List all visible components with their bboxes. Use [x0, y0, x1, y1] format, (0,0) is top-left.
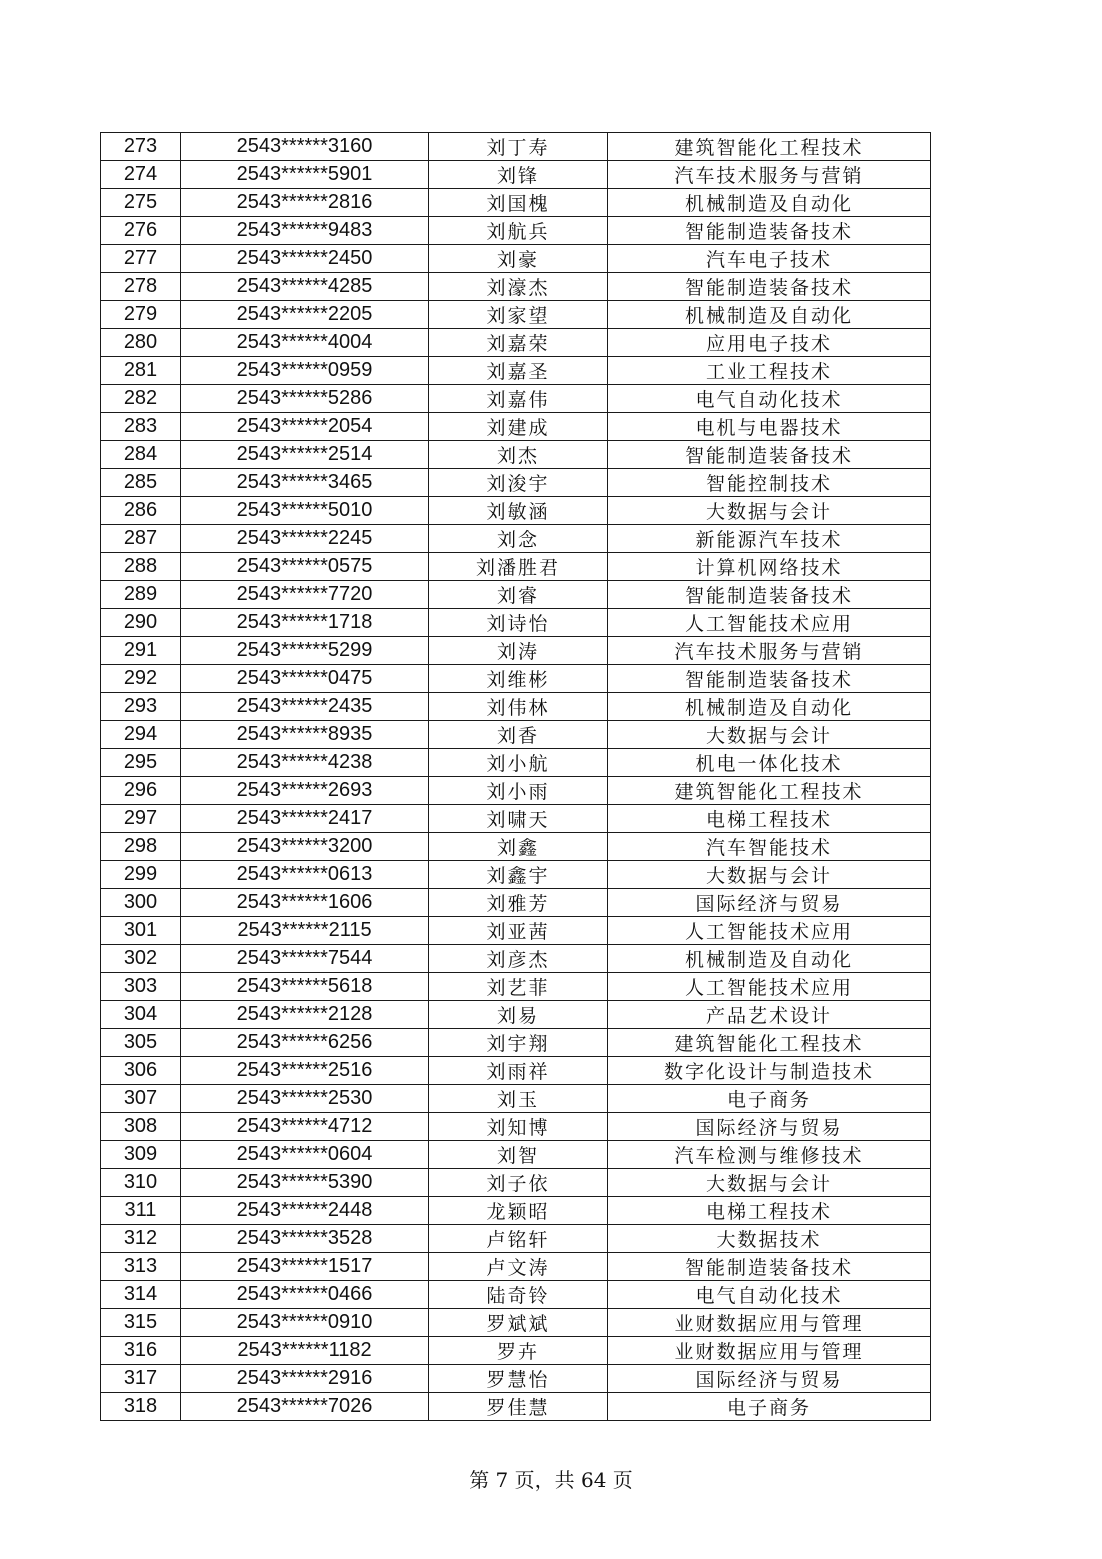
- major-cell: 汽车技术服务与营销: [608, 637, 931, 665]
- student-name-cell: 卢文涛: [429, 1253, 608, 1281]
- major-cell: 国际经济与贸易: [608, 1365, 931, 1393]
- row-number-cell: 287: [101, 525, 181, 553]
- student-name-cell: 刘智: [429, 1141, 608, 1169]
- row-number-cell: 274: [101, 161, 181, 189]
- row-number-cell: 308: [101, 1113, 181, 1141]
- row-number-cell: 273: [101, 133, 181, 161]
- id-number-cell: 2543******2693: [181, 777, 429, 805]
- table-row: [101, 1281, 931, 1309]
- major-cell: 国际经济与贸易: [608, 889, 931, 917]
- major-cell: 汽车智能技术: [608, 833, 931, 861]
- row-number-cell: 295: [101, 749, 181, 777]
- major-cell: 智能制造装备技术: [608, 217, 931, 245]
- id-number-cell: 2543******2205: [181, 301, 429, 329]
- student-name-cell: 刘诗怡: [429, 609, 608, 637]
- student-name-cell: 刘香: [429, 721, 608, 749]
- major-cell: 汽车电子技术: [608, 245, 931, 273]
- table-row: [101, 777, 931, 805]
- row-number-cell: 315: [101, 1309, 181, 1337]
- student-name-cell: 刘杰: [429, 441, 608, 469]
- table-row: [101, 721, 931, 749]
- major-cell: 业财数据应用与管理: [608, 1309, 931, 1337]
- row-number-cell: 286: [101, 497, 181, 525]
- id-number-cell: 2543******1517: [181, 1253, 429, 1281]
- major-cell: 人工智能技术应用: [608, 973, 931, 1001]
- table-row: [101, 161, 931, 189]
- student-name-cell: 刘敏涵: [429, 497, 608, 525]
- table-row: [101, 245, 931, 273]
- id-number-cell: 2543******9483: [181, 217, 429, 245]
- row-number-cell: 297: [101, 805, 181, 833]
- major-cell: 智能制造装备技术: [608, 441, 931, 469]
- table-row: [101, 581, 931, 609]
- major-cell: 智能控制技术: [608, 469, 931, 497]
- major-cell: 电子商务: [608, 1393, 931, 1421]
- major-cell: 大数据与会计: [608, 861, 931, 889]
- student-name-cell: 罗卉: [429, 1337, 608, 1365]
- student-name-cell: 刘子依: [429, 1169, 608, 1197]
- table-row: [101, 973, 931, 1001]
- id-number-cell: 2543******0475: [181, 665, 429, 693]
- row-number-cell: 313: [101, 1253, 181, 1281]
- row-number-cell: 294: [101, 721, 181, 749]
- table-row: [101, 189, 931, 217]
- student-name-cell: 罗慧怡: [429, 1365, 608, 1393]
- table-row: [101, 805, 931, 833]
- student-name-cell: 刘鑫宇: [429, 861, 608, 889]
- major-cell: 国际经济与贸易: [608, 1113, 931, 1141]
- major-cell: 新能源汽车技术: [608, 525, 931, 553]
- major-cell: 电子商务: [608, 1085, 931, 1113]
- row-number-cell: 305: [101, 1029, 181, 1057]
- student-name-cell: 刘潘胜君: [429, 553, 608, 581]
- row-number-cell: 275: [101, 189, 181, 217]
- table-row: [101, 1141, 931, 1169]
- id-number-cell: 2543******3528: [181, 1225, 429, 1253]
- id-number-cell: 2543******0613: [181, 861, 429, 889]
- row-number-cell: 292: [101, 665, 181, 693]
- major-cell: 建筑智能化工程技术: [608, 133, 931, 161]
- student-name-cell: 刘国槐: [429, 189, 608, 217]
- row-number-cell: 283: [101, 413, 181, 441]
- student-name-cell: 刘亚茜: [429, 917, 608, 945]
- major-cell: 电梯工程技术: [608, 1197, 931, 1225]
- id-number-cell: 2543******5286: [181, 385, 429, 413]
- table-row: [101, 357, 931, 385]
- table-row: [101, 329, 931, 357]
- table-row: [101, 469, 931, 497]
- table-row: [101, 217, 931, 245]
- id-number-cell: 2543******2115: [181, 917, 429, 945]
- student-name-cell: 刘啸天: [429, 805, 608, 833]
- major-cell: 机械制造及自动化: [608, 945, 931, 973]
- student-name-cell: 刘嘉伟: [429, 385, 608, 413]
- student-name-cell: 刘睿: [429, 581, 608, 609]
- row-number-cell: 302: [101, 945, 181, 973]
- major-cell: 建筑智能化工程技术: [608, 1029, 931, 1057]
- id-number-cell: 2543******6256: [181, 1029, 429, 1057]
- student-name-cell: 刘雅芳: [429, 889, 608, 917]
- major-cell: 业财数据应用与管理: [608, 1337, 931, 1365]
- row-number-cell: 298: [101, 833, 181, 861]
- row-number-cell: 276: [101, 217, 181, 245]
- id-number-cell: 2543******0604: [181, 1141, 429, 1169]
- table-row: [101, 1113, 931, 1141]
- student-name-cell: 刘艺菲: [429, 973, 608, 1001]
- id-number-cell: 2543******2128: [181, 1001, 429, 1029]
- student-name-cell: 刘家望: [429, 301, 608, 329]
- student-name-cell: 刘小雨: [429, 777, 608, 805]
- major-cell: 机械制造及自动化: [608, 301, 931, 329]
- table-row: [101, 693, 931, 721]
- major-cell: 产品艺术设计: [608, 1001, 931, 1029]
- table-row: [101, 497, 931, 525]
- id-number-cell: 2543******4712: [181, 1113, 429, 1141]
- table-row: [101, 665, 931, 693]
- row-number-cell: 278: [101, 273, 181, 301]
- id-number-cell: 2543******5901: [181, 161, 429, 189]
- row-number-cell: 307: [101, 1085, 181, 1113]
- table-row: [101, 1337, 931, 1365]
- page-number-footer: 第 7 页，共 64 页: [469, 1468, 633, 1492]
- major-cell: 汽车技术服务与营销: [608, 161, 931, 189]
- row-number-cell: 309: [101, 1141, 181, 1169]
- roster-table-body: [101, 133, 931, 1421]
- row-number-cell: 291: [101, 637, 181, 665]
- row-number-cell: 312: [101, 1225, 181, 1253]
- row-number-cell: 290: [101, 609, 181, 637]
- table-row: [101, 749, 931, 777]
- table-row: [101, 133, 931, 161]
- student-name-cell: 刘浚宇: [429, 469, 608, 497]
- roster-table: [100, 132, 931, 1421]
- student-name-cell: 刘雨祥: [429, 1057, 608, 1085]
- student-name-cell: 刘锋: [429, 161, 608, 189]
- major-cell: 大数据与会计: [608, 497, 931, 525]
- id-number-cell: 2543******3465: [181, 469, 429, 497]
- row-number-cell: 284: [101, 441, 181, 469]
- row-number-cell: 304: [101, 1001, 181, 1029]
- major-cell: 电气自动化技术: [608, 385, 931, 413]
- student-name-cell: 罗佳慧: [429, 1393, 608, 1421]
- student-name-cell: 刘鑫: [429, 833, 608, 861]
- student-name-cell: 刘涛: [429, 637, 608, 665]
- table-row: [101, 1393, 931, 1421]
- student-name-cell: 刘彦杰: [429, 945, 608, 973]
- row-number-cell: 280: [101, 329, 181, 357]
- table-row: [101, 861, 931, 889]
- row-number-cell: 316: [101, 1337, 181, 1365]
- table-row: [101, 1253, 931, 1281]
- table-row: [101, 525, 931, 553]
- id-number-cell: 2543******2916: [181, 1365, 429, 1393]
- student-name-cell: 刘易: [429, 1001, 608, 1029]
- row-number-cell: 311: [101, 1197, 181, 1225]
- id-number-cell: 2543******2417: [181, 805, 429, 833]
- id-number-cell: 2543******0910: [181, 1309, 429, 1337]
- id-number-cell: 2543******1182: [181, 1337, 429, 1365]
- table-row: [101, 413, 931, 441]
- table-row: [101, 1197, 931, 1225]
- table-row: [101, 833, 931, 861]
- table-row: [101, 609, 931, 637]
- major-cell: 大数据与会计: [608, 1169, 931, 1197]
- id-number-cell: 2543******2514: [181, 441, 429, 469]
- student-name-cell: 龙颖昭: [429, 1197, 608, 1225]
- table-row: [101, 1309, 931, 1337]
- row-number-cell: 301: [101, 917, 181, 945]
- row-number-cell: 314: [101, 1281, 181, 1309]
- id-number-cell: 2543******2435: [181, 693, 429, 721]
- id-number-cell: 2543******4238: [181, 749, 429, 777]
- row-number-cell: 318: [101, 1393, 181, 1421]
- major-cell: 智能制造装备技术: [608, 273, 931, 301]
- id-number-cell: 2543******7026: [181, 1393, 429, 1421]
- major-cell: 智能制造装备技术: [608, 665, 931, 693]
- student-name-cell: 罗斌斌: [429, 1309, 608, 1337]
- major-cell: 机械制造及自动化: [608, 693, 931, 721]
- student-name-cell: 刘宇翔: [429, 1029, 608, 1057]
- major-cell: 计算机网络技术: [608, 553, 931, 581]
- student-name-cell: 刘豪: [429, 245, 608, 273]
- id-number-cell: 2543******0466: [181, 1281, 429, 1309]
- major-cell: 工业工程技术: [608, 357, 931, 385]
- table-row: [101, 1001, 931, 1029]
- id-number-cell: 2543******2816: [181, 189, 429, 217]
- row-number-cell: 285: [101, 469, 181, 497]
- table-row: [101, 889, 931, 917]
- table-row: [101, 1057, 931, 1085]
- row-number-cell: 300: [101, 889, 181, 917]
- student-name-cell: 陆奇铃: [429, 1281, 608, 1309]
- row-number-cell: 277: [101, 245, 181, 273]
- major-cell: 机械制造及自动化: [608, 189, 931, 217]
- id-number-cell: 2543******5618: [181, 973, 429, 1001]
- table-row: [101, 945, 931, 973]
- major-cell: 人工智能技术应用: [608, 917, 931, 945]
- student-name-cell: 刘濠杰: [429, 273, 608, 301]
- id-number-cell: 2543******2530: [181, 1085, 429, 1113]
- id-number-cell: 2543******0575: [181, 553, 429, 581]
- id-number-cell: 2543******7544: [181, 945, 429, 973]
- id-number-cell: 2543******2516: [181, 1057, 429, 1085]
- student-name-cell: 刘丁寿: [429, 133, 608, 161]
- major-cell: 机电一体化技术: [608, 749, 931, 777]
- row-number-cell: 279: [101, 301, 181, 329]
- major-cell: 电机与电器技术: [608, 413, 931, 441]
- student-name-cell: 刘嘉荣: [429, 329, 608, 357]
- table-row: [101, 637, 931, 665]
- id-number-cell: 2543******0959: [181, 357, 429, 385]
- row-number-cell: 289: [101, 581, 181, 609]
- table-row: [101, 1169, 931, 1197]
- id-number-cell: 2543******4004: [181, 329, 429, 357]
- id-number-cell: 2543******2448: [181, 1197, 429, 1225]
- major-cell: 大数据技术: [608, 1225, 931, 1253]
- major-cell: 电气自动化技术: [608, 1281, 931, 1309]
- table-row: [101, 385, 931, 413]
- id-number-cell: 2543******4285: [181, 273, 429, 301]
- row-number-cell: 317: [101, 1365, 181, 1393]
- table-row: [101, 301, 931, 329]
- id-number-cell: 2543******3160: [181, 133, 429, 161]
- major-cell: 建筑智能化工程技术: [608, 777, 931, 805]
- student-name-cell: 刘伟林: [429, 693, 608, 721]
- major-cell: 汽车检测与维修技术: [608, 1141, 931, 1169]
- student-name-cell: 刘知博: [429, 1113, 608, 1141]
- table-row: [101, 441, 931, 469]
- id-number-cell: 2543******5299: [181, 637, 429, 665]
- student-name-cell: 刘航兵: [429, 217, 608, 245]
- row-number-cell: 303: [101, 973, 181, 1001]
- id-number-cell: 2543******1718: [181, 609, 429, 637]
- id-number-cell: 2543******2245: [181, 525, 429, 553]
- id-number-cell: 2543******5010: [181, 497, 429, 525]
- row-number-cell: 310: [101, 1169, 181, 1197]
- major-cell: 数字化设计与制造技术: [608, 1057, 931, 1085]
- major-cell: 人工智能技术应用: [608, 609, 931, 637]
- student-name-cell: 卢铭轩: [429, 1225, 608, 1253]
- row-number-cell: 288: [101, 553, 181, 581]
- id-number-cell: 2543******2450: [181, 245, 429, 273]
- table-row: [101, 1225, 931, 1253]
- row-number-cell: 293: [101, 693, 181, 721]
- row-number-cell: 296: [101, 777, 181, 805]
- table-row: [101, 1029, 931, 1057]
- student-name-cell: 刘小航: [429, 749, 608, 777]
- student-name-cell: 刘玉: [429, 1085, 608, 1113]
- table-row: [101, 917, 931, 945]
- id-number-cell: 2543******1606: [181, 889, 429, 917]
- student-name-cell: 刘嘉圣: [429, 357, 608, 385]
- student-name-cell: 刘维彬: [429, 665, 608, 693]
- table-row: [101, 1365, 931, 1393]
- id-number-cell: 2543******5390: [181, 1169, 429, 1197]
- student-name-cell: 刘念: [429, 525, 608, 553]
- major-cell: 智能制造装备技术: [608, 581, 931, 609]
- major-cell: 应用电子技术: [608, 329, 931, 357]
- student-name-cell: 刘建成: [429, 413, 608, 441]
- id-number-cell: 2543******2054: [181, 413, 429, 441]
- id-number-cell: 2543******8935: [181, 721, 429, 749]
- row-number-cell: 281: [101, 357, 181, 385]
- row-number-cell: 299: [101, 861, 181, 889]
- id-number-cell: 2543******7720: [181, 581, 429, 609]
- major-cell: 大数据与会计: [608, 721, 931, 749]
- row-number-cell: 282: [101, 385, 181, 413]
- table-row: [101, 1085, 931, 1113]
- row-number-cell: 306: [101, 1057, 181, 1085]
- major-cell: 电梯工程技术: [608, 805, 931, 833]
- table-row: [101, 553, 931, 581]
- major-cell: 智能制造装备技术: [608, 1253, 931, 1281]
- id-number-cell: 2543******3200: [181, 833, 429, 861]
- table-row: [101, 273, 931, 301]
